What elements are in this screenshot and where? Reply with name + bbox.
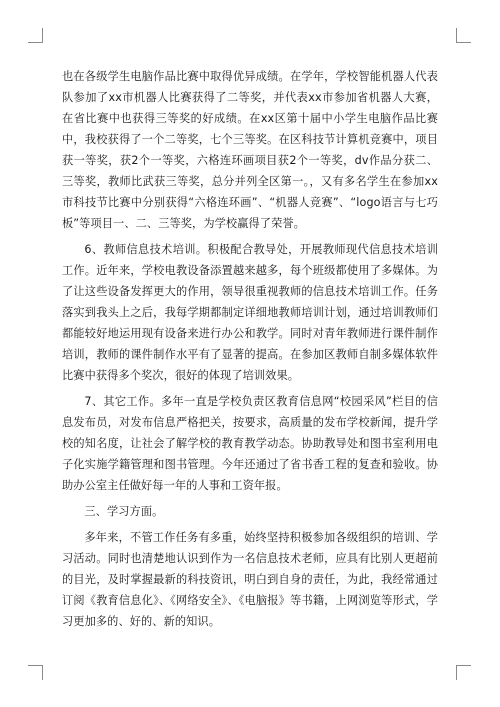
document-body	[62, 66, 438, 632]
crop-mark-top-right	[456, 28, 471, 43]
paragraph-teacher-training: 6、教师信息技术培训。积极配合教导处，开展教师现代信息技术培训工作。近年来，学校电教设备添置越来越多，每个班级都使用了多媒体。为了让这些设备发挥更大的作用，领导很重视教师的信息技术培训工作。任务落实到我头上之后，我每学期都制定详细地教师培训计划，通过培训教师们都能较好地运用现有设备来进行办公和教学。同时对青年教师进行课件制作培训，教师的课件制作水平有了显著的提高。在参加区教师自制多媒体软件比赛中获得多个奖次，很好的体现了培训效果。	[62, 243, 438, 382]
crop-mark-bottom-right	[456, 665, 471, 680]
crop-mark-top-left	[28, 28, 43, 43]
section-heading-study: 三、学习方面。	[84, 505, 164, 518]
crop-mark-bottom-left	[28, 665, 43, 680]
paragraph-awards: 也在各级学生电脑作品比赛中取得优异成绩。在学年，学校智能机器人代表队参加了xx市机器人比赛获得了二等奖，并代表xx市参加省机器人大赛，在省比赛中也获得三等奖的好成绩。在xx区第十届中小学生电脑作品比赛中，我校获得了一个二等奖，七个三等奖。在区科技节计算机竞赛中，项目获一等奖，获2个一等奖，六格连环画项目获2个一等奖，dv作品分获二、三等奖，教师比武获三等奖，总分并列全区第一。，又有多名学生在参加xx市科技节比赛中分别获得“六格连环画”、“机器人竞赛”、“logo语言与七巧板”等项目一、二、三等奖，为学校赢得了荣誉。	[62, 70, 438, 230]
paragraph-study: 多年来，不管工作任务有多重，始终坚持积极参加各级组织的培训、学习活动。同时也清楚地认识到作为一名信息技术老师，应具有比别人更超前的目光，及时掌握最新的科技资讯，明白到自身的责任，为此，我经常通过订阅《教育信息化》、《网络安全》、《电脑报》等书籍，上网浏览等形式，学习更加多的、好的、新的知识。	[62, 531, 438, 628]
paragraph-other-work: 7、其它工作。多年一直是学校负责区教育信息网“校园采风”栏目的信息发布员，对发布信息严格把关，按要求，高质量的发布学校新闻，提升学校的知名度，让社会了解学校的教育教学动态。协助教导处和图书室利用电子化实施学籍管理和图书管理。今年还通过了省书香工程的复查和验收。协助办公室主任做好每一年的人事和工资年报。	[62, 395, 438, 492]
